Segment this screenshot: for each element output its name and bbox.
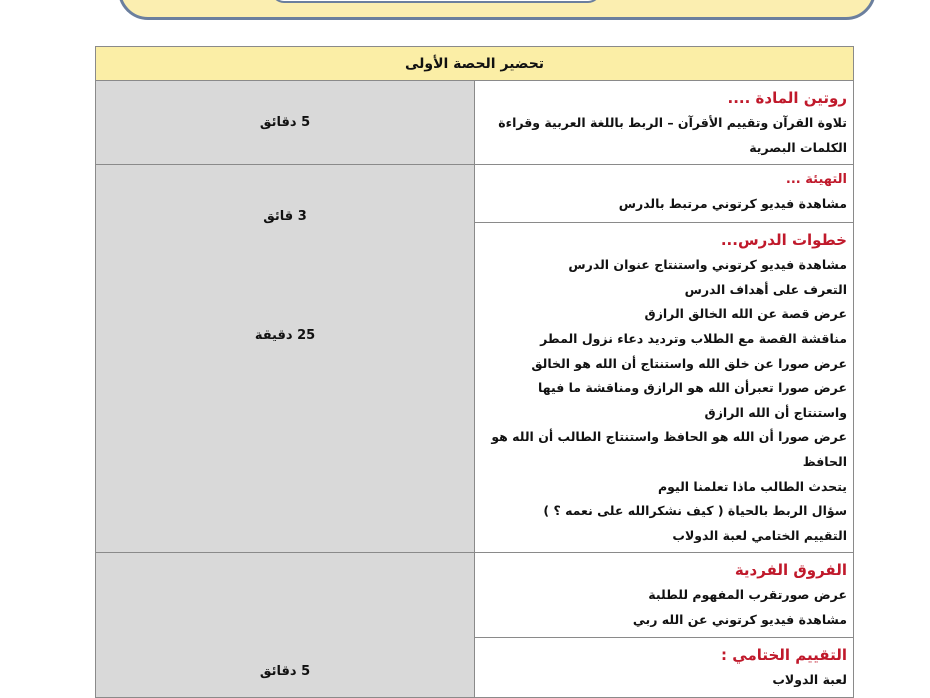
section-time: 5 دقائق (96, 81, 475, 165)
section-heading: الفروق الفردية (734, 561, 847, 580)
section-line: تلاوة القرآن وتقييم الأقرآن – الربط باللغة العربية وقراءة الكلمات البصرية (498, 115, 847, 155)
header-banner (118, 0, 876, 20)
section-line: عرض صورا تعبرأن الله هو الرازق ومناقشة ما فيها واستنتاج أن الله الرازق (538, 380, 847, 420)
table-title: تحضير الحصة الأولى (96, 47, 854, 81)
section-differences (475, 553, 854, 637)
section-line: عرض قصة عن الله الخالق الرازق (644, 306, 847, 322)
section-line: يتحدث الطالب ماذا تعلمنا اليوم (657, 478, 847, 494)
section-time (96, 165, 475, 553)
section-routine (475, 81, 854, 165)
time-intro: 3 قائق (263, 209, 307, 225)
section-line: مشاهدة فيديو كرتوني مرتبط بالدرس (618, 196, 847, 212)
section-line: مشاهدة فيديو كرتوني واستنتاج عنوان الدرس (568, 257, 847, 273)
section-row-routine (96, 81, 854, 165)
section-heading: التهيئة ... (785, 172, 847, 188)
table-title-row (96, 47, 854, 81)
section-line: عرض صورا أن الله هو الحافظ واستنتاج الطالب أن الله هو الحافظ (491, 429, 847, 469)
section-line: عرض صورتقرب المفهوم للطلبة (648, 587, 847, 603)
section-line: لعبة الدولاب (772, 671, 847, 687)
section-line: التقييم الختامي لعبة الدولاب (672, 527, 847, 543)
section-assessment (475, 637, 854, 697)
section-line: عرض صورا عن خلق الله واستنتاج أن الله هو الخالق (531, 355, 847, 371)
lesson-plan-table (95, 46, 854, 698)
section-row-differences (96, 553, 854, 637)
section-line: التعرف على أهداف الدرس (684, 281, 847, 297)
section-time: 5 دقائق (96, 553, 475, 697)
section-intro (475, 165, 854, 223)
time-steps: 25 دقيقة (254, 328, 316, 344)
section-heading: روتين المادة .... (727, 89, 847, 107)
header-banner-inner (271, 0, 601, 3)
section-steps (475, 223, 854, 553)
section-line: مناقشة القصة مع الطلاب وترديد دعاء نزول المطر (540, 330, 847, 346)
section-line: سؤال الربط بالحياة ( كيف نشكرالله على نعمه ؟ ) (543, 503, 847, 519)
section-heading: التقييم الختامي : (721, 645, 847, 664)
section-line: مشاهدة فيديو كرتوني عن الله ربي (632, 611, 847, 627)
section-row-intro (96, 165, 854, 223)
section-heading: خطوات الدرس... (720, 231, 847, 250)
